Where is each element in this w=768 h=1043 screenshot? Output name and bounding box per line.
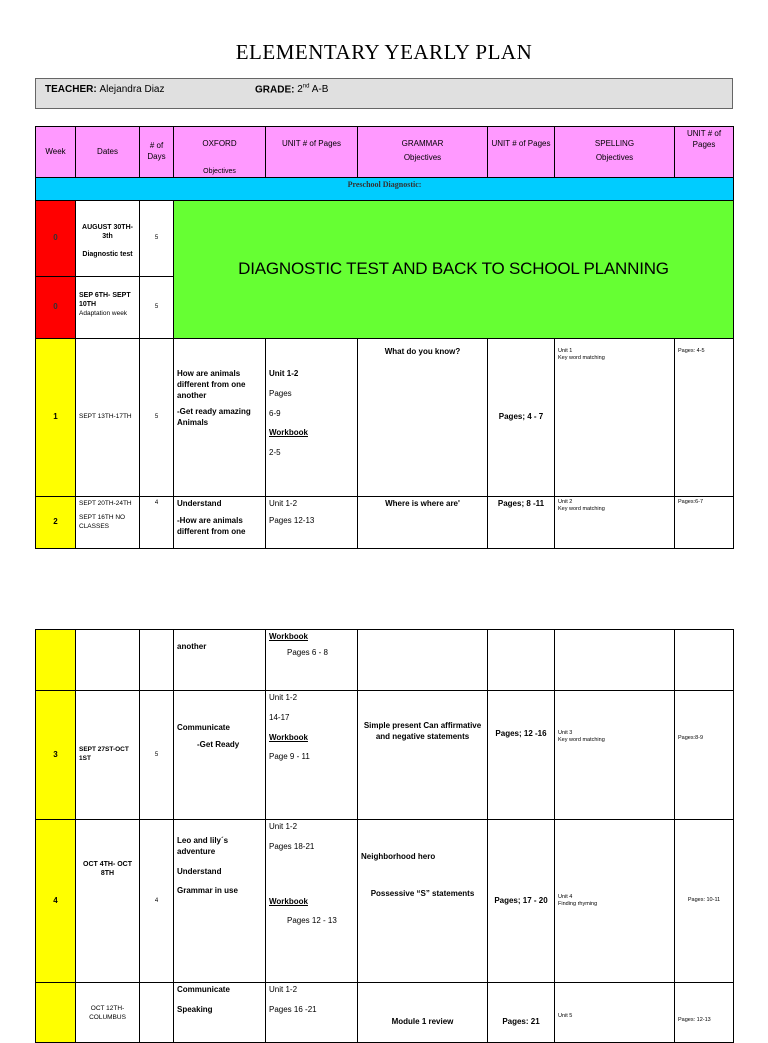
dates-cell: OCT 12TH- COLUMBUS: [76, 983, 140, 1043]
spelling-pages-cell: Pages: 12-13: [675, 983, 734, 1043]
days-cell: 4: [140, 497, 174, 549]
week-cell: 0: [36, 277, 76, 339]
unit-cell: Unit 1-2 Pages 12-13: [266, 497, 358, 549]
dates-cell: AUGUST 30TH-3th Diagnostic test: [76, 201, 140, 277]
week-cell: 4: [36, 820, 76, 983]
unit-cell: Unit 1-2 Pages 6-9 Workbook 2-5: [266, 339, 358, 497]
grade-value: 2nd A-B: [297, 84, 329, 96]
week-row-2: [36, 497, 734, 549]
spelling-cell: Unit 2 Key word matching: [555, 497, 675, 549]
dates-cell: SEP 6TH- SEPT 10TH Adaptation week: [76, 277, 140, 339]
teacher-name: Alejandra Diaz: [99, 84, 165, 95]
grammar-cell: Simple present Can affirmative and negative statements: [358, 691, 488, 820]
week-cell: 0: [36, 201, 76, 277]
header-grammar: [358, 127, 488, 178]
unit-cell: Workbook Pages 6 - 8: [266, 630, 358, 691]
spelling-pages-cell: Pages: 4-5: [675, 339, 734, 497]
week-row-1: [36, 339, 734, 497]
dates-cell: SEPT 13TH-17TH: [76, 339, 140, 497]
section-row: [36, 178, 734, 201]
header-week: Week: [36, 127, 76, 178]
grammar-pages-cell: Pages; 8 -11: [488, 497, 555, 549]
header-unit-pages-2: UNIT # of Pages: [488, 127, 555, 178]
spelling-pages-cell: Pages:6-7: [675, 497, 734, 549]
header-dates: Dates: [76, 127, 140, 178]
plan-table-page1: [35, 126, 734, 549]
spelling-cell: Unit 3 Key word matching: [555, 691, 675, 820]
oxford-objectives: Objectives: [203, 167, 236, 175]
unit-cell: Unit 1-2 Pages 16 -21: [266, 983, 358, 1043]
grammar-pages-cell: [488, 630, 555, 691]
spelling-label: SPELLING: [594, 139, 635, 148]
spelling-cell: Unit 4 Finding rhyming: [555, 820, 675, 983]
grammar-cell: Where is where are': [358, 497, 488, 549]
grade-field: [255, 84, 328, 95]
teacher-field: [45, 84, 165, 95]
teacher-label: TEACHER:: [45, 84, 97, 95]
header-spelling: [555, 127, 675, 178]
week-cell: 3: [36, 691, 76, 820]
oxford-cell: Communicate Speaking: [174, 983, 266, 1043]
grammar-cell: Module 1 review: [358, 983, 488, 1043]
page-title: ELEMENTARY YEARLY PLAN: [235, 40, 533, 64]
days-cell: 5: [140, 339, 174, 497]
section-title: Preschool Diagnostic:: [36, 178, 734, 201]
oxford-cell: another: [174, 630, 266, 691]
dates-cell: OCT 4TH- OCT 8TH: [76, 820, 140, 983]
oxford-label: OXFORD: [202, 139, 237, 148]
week-cell: 1: [36, 339, 76, 497]
grammar-cell: What do you know?: [358, 339, 488, 497]
unit-cell: Unit 1-2 14-17 Workbook Page 9 - 11: [266, 691, 358, 820]
grammar-pages-cell: Pages; 4 - 7: [488, 339, 555, 497]
spelling-cell: Unit 5: [555, 983, 675, 1043]
grammar-pages-cell: Pages: 21: [488, 983, 555, 1043]
week-cell: [36, 983, 76, 1043]
oxford-cell: Leo and lily´s adventure Understand Grammar in use: [174, 820, 266, 983]
week-cell: 2: [36, 497, 76, 549]
days-cell: 5: [140, 201, 174, 277]
grammar-pages-cell: Pages; 12 -16: [488, 691, 555, 820]
week-row-5: [36, 983, 734, 1043]
header-row: [36, 127, 734, 178]
teacher-grade-bar: [35, 78, 733, 109]
dates-cell: SEPT 20TH-24TH SEPT 16TH NO CLASSES: [76, 497, 140, 549]
spelling-objectives: Objectives: [595, 152, 634, 162]
week-cell: [36, 630, 76, 691]
plan-table-page2: [35, 629, 734, 1043]
header-oxford: [174, 127, 266, 178]
days-cell: 5: [140, 691, 174, 820]
days-cell: [140, 630, 174, 691]
grammar-cell: [358, 630, 488, 691]
oxford-cell: Communicate -Get Ready: [174, 691, 266, 820]
diagnostic-banner: DIAGNOSTIC TEST AND BACK TO SCHOOL PLANNING: [174, 201, 734, 339]
grade-label: GRADE:: [255, 84, 295, 96]
grammar-pages-cell: Pages; 17 - 20: [488, 820, 555, 983]
spelling-pages-cell: Pages: 10-11: [675, 820, 734, 983]
week-row-4: [36, 820, 734, 983]
days-cell: [140, 983, 174, 1043]
unit-cell: Unit 1-2 Pages 18-21 Workbook Pages 12 - 13: [266, 820, 358, 983]
header-unit-pages: UNIT # of Pages: [266, 127, 358, 178]
oxford-cell: Understand -How are animals different from one: [174, 497, 266, 549]
diagnostic-row-1: [36, 201, 734, 277]
header-unit-pages-3: UNIT # of Pages: [675, 127, 734, 178]
spelling-cell: Unit 1 Key word matching: [555, 339, 675, 497]
header-days: # of Days: [140, 127, 174, 178]
spelling-pages-cell: [675, 630, 734, 691]
oxford-cell: How are animals different from one another -Get ready amazing Animals: [174, 339, 266, 497]
dates-cell: [76, 630, 140, 691]
grammar-objectives: Objectives: [403, 152, 442, 162]
spelling-cell: [555, 630, 675, 691]
days-cell: 5: [140, 277, 174, 339]
grammar-cell: Neighborhood hero Possessive “S” statements: [358, 820, 488, 983]
continued-row: [36, 630, 734, 691]
dates-cell: SEPT 27ST-OCT 1ST: [76, 691, 140, 820]
days-cell: 4: [140, 820, 174, 983]
spelling-pages-cell: Pages:8-9: [675, 691, 734, 820]
week-row-3: [36, 691, 734, 820]
grammar-label: GRAMMAR: [401, 139, 444, 148]
